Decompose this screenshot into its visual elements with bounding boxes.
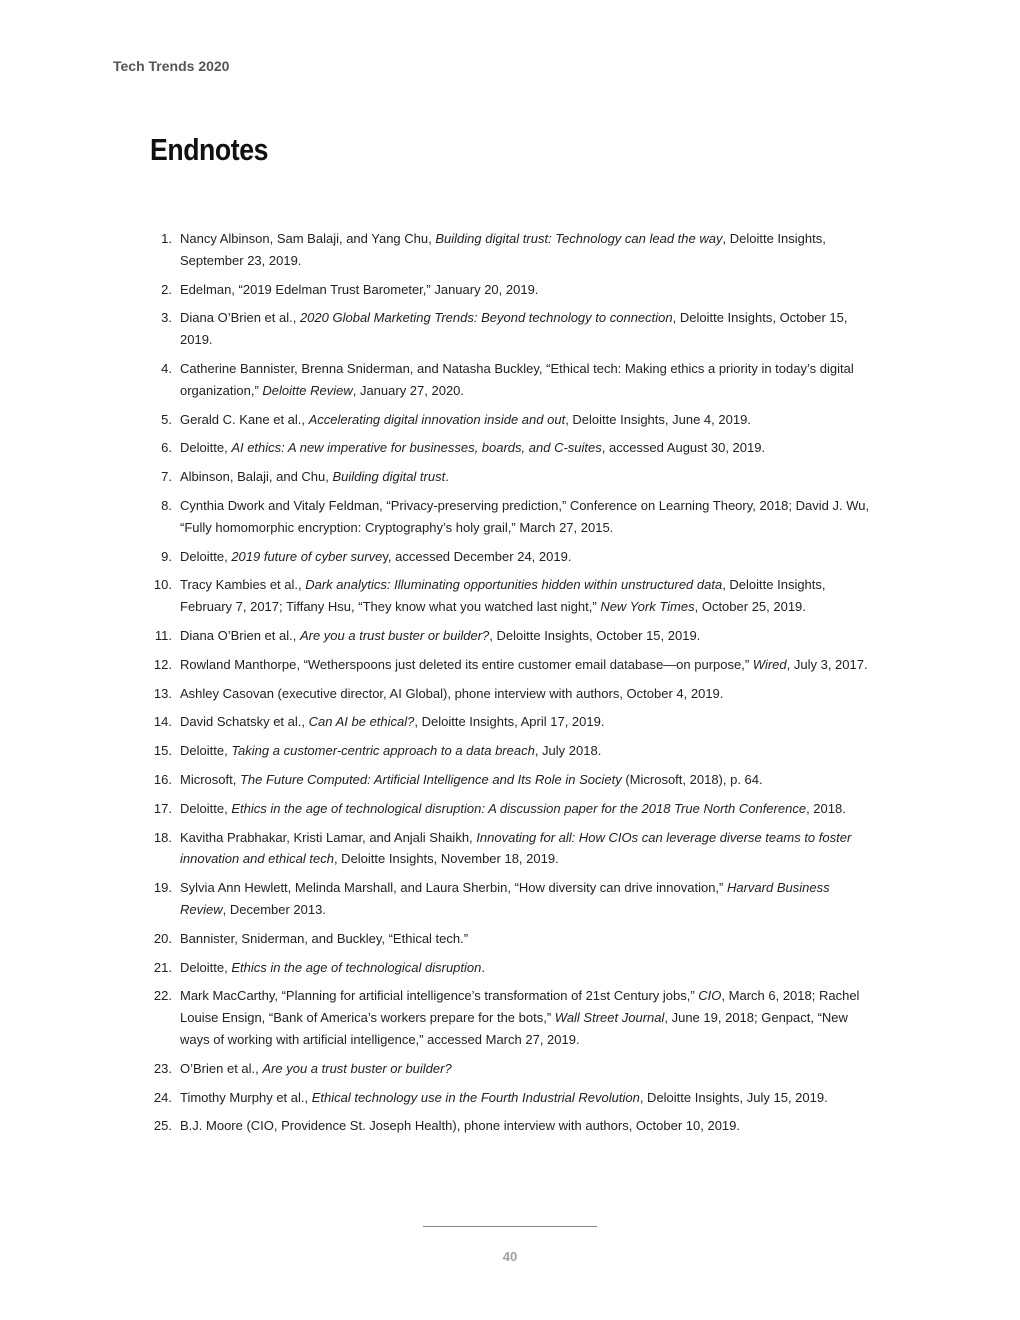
endnote-number: 24. <box>153 1089 172 1105</box>
endnote-item <box>150 798 872 820</box>
endnote-number: 19. <box>153 880 172 896</box>
endnote-text <box>180 960 485 975</box>
endnote-item <box>150 1058 872 1080</box>
endnote-number: 22. <box>153 988 172 1004</box>
endnote-text-segment: Microsoft, <box>180 771 240 787</box>
endnote-text-segment: , Deloitte Insights, November 18, 2019. <box>333 851 559 867</box>
endnote-text-segment: (Microsoft, 2018), p. 64. <box>621 771 763 787</box>
endnote-text <box>180 282 538 297</box>
endnote-item <box>150 228 872 272</box>
endnote-item <box>150 683 872 705</box>
endnote-text-segment: , January 27, 2020. <box>352 382 465 398</box>
endnote-text <box>180 412 751 427</box>
endnote-number: 14. <box>153 714 172 730</box>
endnote-number: 8. <box>161 497 172 513</box>
endnote-cited-title: The Future Computed: Artificial Intelligence and Its Role in Society <box>239 771 622 787</box>
endnote-number: 20. <box>153 930 172 946</box>
endnote-text-segment: , accessed August 30, 2019. <box>601 440 766 456</box>
endnote-text <box>180 1118 740 1133</box>
endnotes-list <box>150 228 872 1144</box>
endnote-text <box>180 361 854 398</box>
endnote-item <box>150 711 872 733</box>
endnote-text-segment: , 2018. <box>806 800 846 816</box>
endnote-text-segment: . <box>481 959 485 975</box>
endnote-text-segment: . <box>445 469 449 485</box>
running-header: Tech Trends 2020 <box>113 58 230 74</box>
endnote-text <box>180 686 723 701</box>
endnote-number: 23. <box>153 1060 172 1076</box>
endnote-cited-title: Building digital trust: Technology can lead the way <box>435 231 723 246</box>
endnote-text <box>180 469 449 484</box>
endnote-item <box>150 877 872 921</box>
endnote-text <box>180 440 765 455</box>
endnote-cited-title: AI ethics: A new imperative for businesses, boards, and C-suites <box>231 440 602 456</box>
endnote-text-segment: Nancy Albinson, Sam Balaji, and Yang Chu, <box>180 231 436 246</box>
endnote-cited-title: Building digital trust <box>332 469 446 485</box>
endnote-text-segment: , Deloitte Insights, April 17, 2019. <box>414 714 605 730</box>
endnote-cited-title: Ethics in the age of technological disruption <box>231 959 482 975</box>
endnote-item <box>150 546 872 568</box>
endnote-text <box>180 830 851 867</box>
endnote-text-segment: Kavitha Prabhakar, Kristi Lamar, and Anjali Shaikh, <box>180 829 477 845</box>
endnote-cited-title: Dark analytics: Illuminating opportunities hidden within unstructured data <box>305 577 723 593</box>
endnote-text <box>180 988 859 1047</box>
endnote-number: 3. <box>161 310 172 326</box>
endnote-cited-title: Wired <box>752 656 787 672</box>
endnote-item <box>150 985 872 1050</box>
endnote-text-segment: , Deloitte Insights, September 23, 2019. <box>180 231 826 268</box>
endnote-cited-title: Innovating for all: How CIOs can leverage diverse teams to foster innovation and ethical tech <box>180 829 852 867</box>
endnote-number: 12. <box>153 656 172 672</box>
endnote-text <box>180 931 468 946</box>
endnote-text-segment: , October 25, 2019. <box>694 599 806 615</box>
endnote-number: 7. <box>161 469 172 485</box>
endnote-text <box>180 714 604 729</box>
endnote-text-segment: , Deloitte Insights, October 15, 2019. <box>180 310 848 348</box>
endnote-cited-title: Ethical technology use in the Fourth Industrial Revolution <box>311 1089 640 1105</box>
endnote-text <box>180 1090 828 1105</box>
endnote-item <box>150 928 872 950</box>
endnote-text-segment: Mark MacCarthy, “Planning for artificial intelligence’s transformation of 21st Century jobs,” <box>180 988 699 1004</box>
endnote-text <box>180 1061 452 1076</box>
endnote-number: 2. <box>161 281 172 297</box>
endnote-item <box>150 769 872 791</box>
endnote-text-segment: , December 2013. <box>222 901 326 917</box>
endnote-item <box>150 574 872 618</box>
endnote-item <box>150 740 872 762</box>
endnote-text <box>180 498 869 535</box>
endnote-text-segment: , July 3, 2017. <box>786 656 868 672</box>
endnote-text <box>180 772 763 787</box>
endnote-text <box>180 628 700 643</box>
endnote-text <box>180 657 868 672</box>
endnote-text-segment: Deloitte, <box>180 743 232 759</box>
endnote-text-segment: Diana O’Brien et al., <box>180 310 300 326</box>
endnote-number: 5. <box>161 411 172 427</box>
endnote-text-segment: Albinson, Balaji, and Chu, <box>180 469 333 485</box>
endnote-item <box>150 307 872 351</box>
endnote-text-segment: Catherine Bannister, Brenna Sniderman, and Natasha Buckley, “Ethical tech: Making ethics a priority in today’s digital organization,” <box>180 360 854 398</box>
endnote-text-segment: Deloitte, <box>180 959 232 975</box>
endnote-number: 18. <box>153 829 172 845</box>
endnote-cited-title: New York Times <box>600 599 695 615</box>
endnote-item <box>150 625 872 647</box>
footer-divider <box>423 1226 597 1227</box>
endnote-cited-title: 2020 Global Marketing Trends: Beyond technology to connection <box>299 310 673 326</box>
endnote-text-segment: Diana O’Brien et al., <box>180 627 300 643</box>
endnote-text-segment: , Deloitte Insights, June 4, 2019. <box>565 411 751 427</box>
endnote-text-segment: , June 19, 2018; Genpact, “New ways of working with artificial intelligence,” accessed March 27, 2019. <box>180 1010 848 1047</box>
endnote-number: 25. <box>153 1118 172 1134</box>
endnote-cited-title: Harvard Business Review <box>180 880 830 917</box>
endnote-text-segment: Tracy Kambies et al., <box>180 577 306 593</box>
endnote-cited-title: Accelerating digital innovation inside and out <box>308 411 566 427</box>
endnote-text <box>180 801 846 816</box>
endnote-text-segment: y, accessed December 24, 2019. <box>382 548 572 564</box>
endnote-cited-title: Are you a trust buster or builder? <box>299 627 490 643</box>
endnote-cited-title: Wall Street Journal <box>554 1010 665 1026</box>
endnote-item <box>150 654 872 676</box>
endnote-text-segment: , March 6, 2018; Rachel Louise Ensign, “Bank of America’s workers prepare for the bots,” <box>180 988 860 1026</box>
endnote-item <box>150 827 872 871</box>
endnote-item <box>150 957 872 979</box>
endnote-text <box>180 231 826 268</box>
endnote-item <box>150 1087 872 1109</box>
endnote-text-segment: B.J. Moore (CIO, Providence St. Joseph Health), phone interview with authors, October 10, 2019. <box>180 1118 741 1134</box>
endnote-text-segment: Bannister, Sniderman, and Buckley, “Ethical tech.” <box>180 930 469 946</box>
page-title: Endnotes <box>150 132 269 167</box>
endnote-text-segment: , July 2018. <box>534 743 602 759</box>
endnote-cited-title: Taking a customer-centric approach to a data breach <box>231 743 535 759</box>
endnote-cited-title: Can AI be ethical? <box>308 714 415 730</box>
endnote-text-segment: Gerald C. Kane et al., <box>180 411 309 427</box>
endnote-number: 6. <box>161 440 172 456</box>
endnote-item <box>150 495 872 539</box>
endnote-cited-title: Ethics in the age of technological disruption: A discussion paper for the 2018 True North Conference <box>231 800 807 816</box>
endnote-number: 21. <box>153 959 172 975</box>
endnote-text <box>180 880 830 917</box>
endnote-number: 13. <box>153 685 172 701</box>
endnote-number: 9. <box>161 548 172 564</box>
endnote-text-segment: Deloitte, <box>180 800 232 816</box>
endnote-text-segment: David Schatsky et al., <box>180 714 309 730</box>
endnote-text-segment: Ashley Casovan (executive director, AI Global), phone interview with authors, October 4, 2019. <box>180 685 724 701</box>
endnote-text <box>180 743 601 758</box>
endnote-number: 1. <box>161 231 172 246</box>
endnote-item <box>150 358 872 402</box>
endnote-text-segment: Cynthia Dwork and Vitaly Feldman, “Privacy-preserving prediction,” Conference on Learning Theory, 2018; David J. Wu, “Fully homomorphic encryption: Cryptography’s holy grail,” March 27, 2015. <box>180 497 870 535</box>
endnote-text-segment: Timothy Murphy et al., <box>180 1089 312 1105</box>
endnote-text-segment: Deloitte, <box>180 440 232 456</box>
endnote-text <box>180 549 571 564</box>
endnote-text-segment: , Deloitte Insights, October 15, 2019. <box>489 627 701 643</box>
endnote-item <box>150 279 872 301</box>
endnote-text-segment: , Deloitte Insights, July 15, 2019. <box>639 1089 828 1105</box>
endnote-text-segment: Rowland Manthorpe, “Wetherspoons just deleted its entire customer email database—on purpose,” <box>180 656 753 672</box>
endnote-text-segment: Sylvia Ann Hewlett, Melinda Marshall, and Laura Sherbin, “How diversity can drive innovation,” <box>180 880 727 896</box>
endnote-number: 17. <box>153 800 172 816</box>
endnote-item <box>150 437 872 459</box>
endnote-cited-title: Are you a trust buster or builder? <box>262 1060 452 1076</box>
endnote-cited-title: CIO <box>698 988 722 1004</box>
endnote-number: 15. <box>153 743 172 759</box>
endnote-text-segment: Edelman, “2019 Edelman Trust Barometer,” January 20, 2019. <box>180 281 539 297</box>
endnote-item <box>150 1115 872 1137</box>
endnote-text <box>180 577 826 614</box>
endnote-number: 4. <box>161 360 172 376</box>
endnote-text-segment: Deloitte, <box>180 548 232 564</box>
endnote-cited-title: 2019 future of cyber surve <box>231 548 383 564</box>
endnote-number: 11. <box>154 627 172 643</box>
endnote-text <box>180 310 848 347</box>
endnote-cited-title: Deloitte Review <box>262 382 353 398</box>
endnote-text-segment: , Deloitte Insights, February 7, 2017; Tiffany Hsu, “They know what you watched last night,” <box>180 577 826 615</box>
endnote-item <box>150 409 872 431</box>
endnote-number: 16. <box>153 771 172 787</box>
endnote-number: 10. <box>153 577 172 593</box>
endnote-item <box>150 466 872 488</box>
page-number: 40 <box>502 1249 518 1264</box>
endnote-text-segment: O’Brien et al., <box>180 1060 263 1076</box>
